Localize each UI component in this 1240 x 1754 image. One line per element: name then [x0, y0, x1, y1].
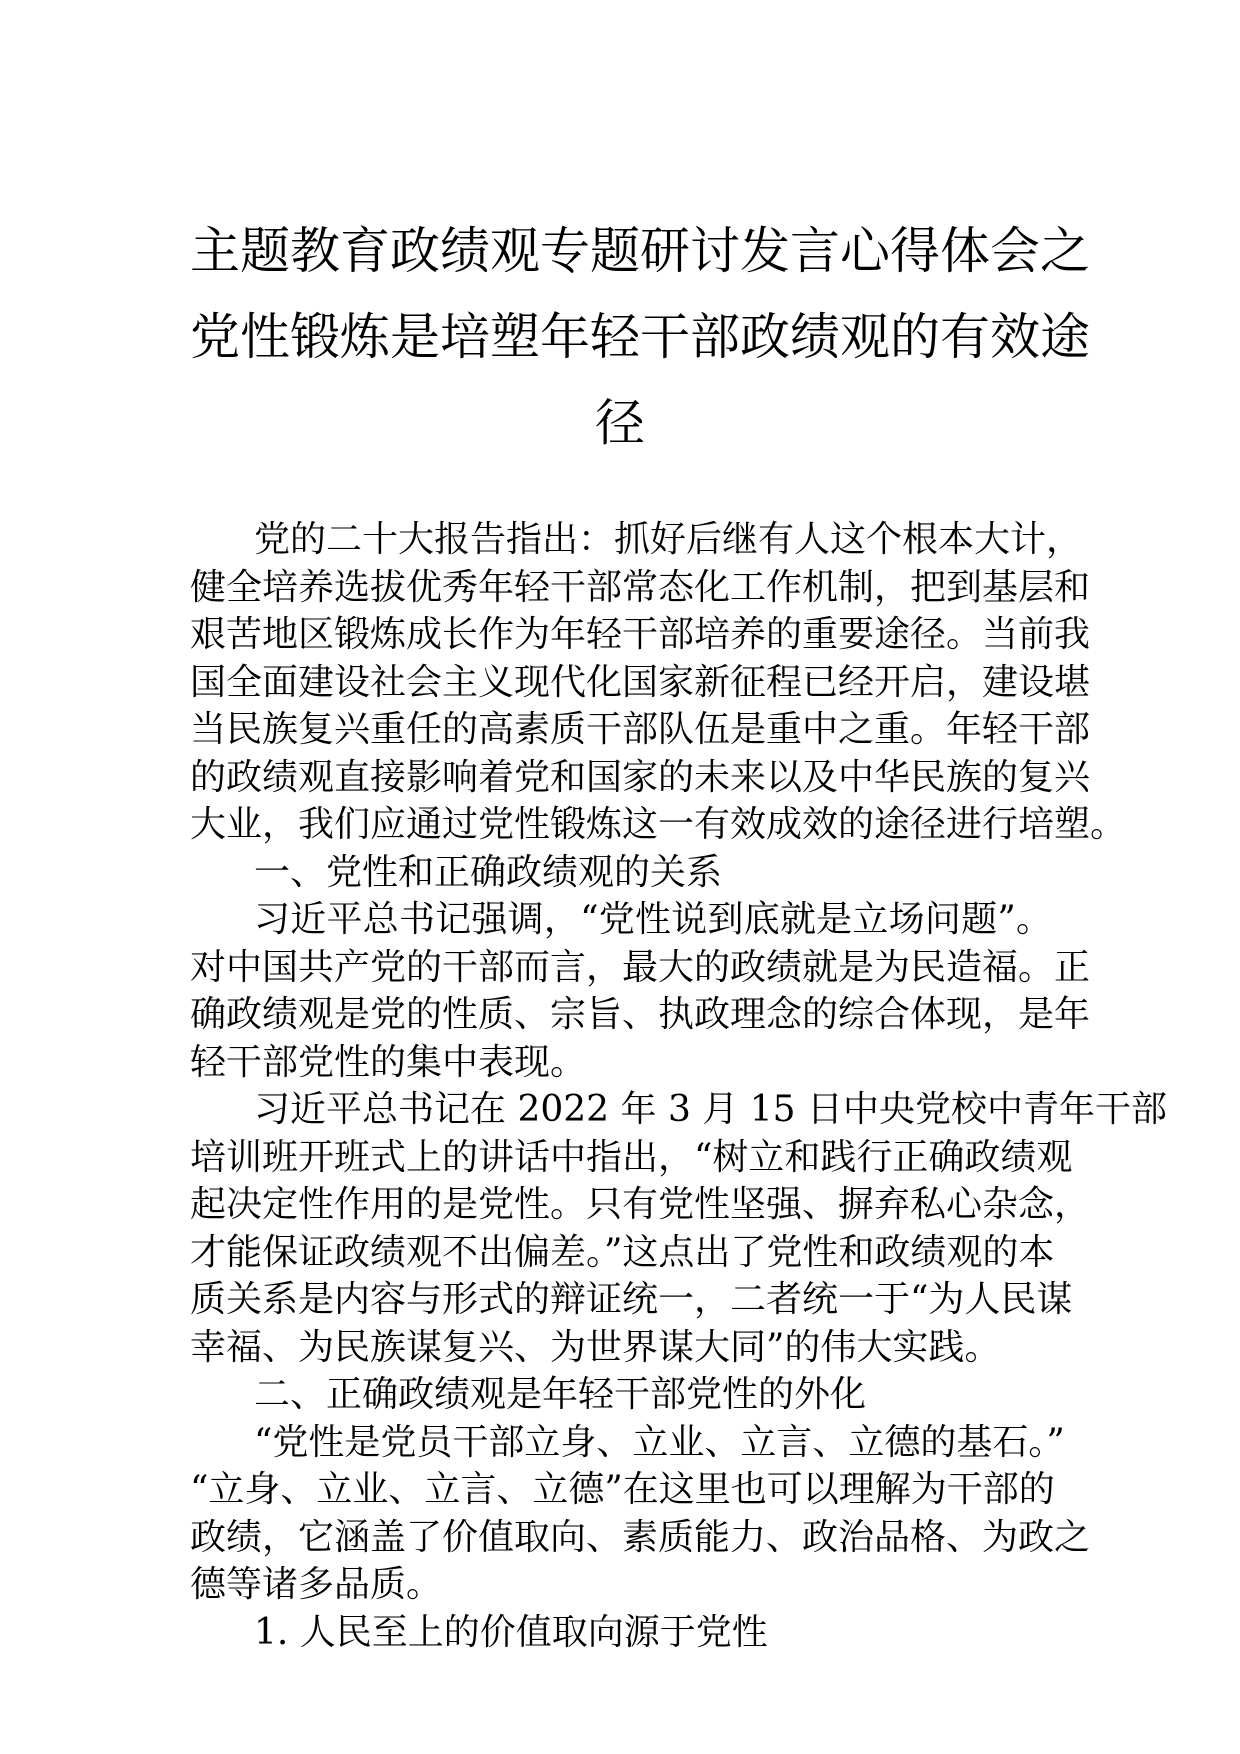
paragraph-cornerstone [190, 1419, 1091, 1609]
text-line: 培训班开班式上的讲话中指出，“树立和践行正确政绩观 [190, 1136, 1073, 1178]
heading-line: 1. 人民至上的价值取向源于党性 [254, 1611, 768, 1653]
text-line: 起决定性作用的是党性。只有党性坚强、摒弃私心杂念， [190, 1184, 1091, 1225]
text-line: 当民族复兴重任的高素质干部队伍是重中之重。年轻干部 [190, 709, 1091, 750]
paragraph-party-spirit [190, 896, 1091, 1086]
text-line: 幸福、为民族谋复兴、为世界谋大同”的伟大实践。 [190, 1326, 1001, 1368]
document-body [190, 516, 1167, 1656]
text-line: 轻干部党性的集中表现。 [190, 1041, 587, 1083]
text-line: 党的二十大报告指出：抓好后继有人这个根本大计， [254, 519, 1083, 560]
paragraph-speech [190, 1086, 1167, 1371]
text-line: 对中国共产党的干部而言，最大的政绩就是为民造福。正 [190, 946, 1091, 988]
text-line: 确政绩观是党的性质、宗旨、执政理念的综合体现，是年 [190, 994, 1091, 1035]
text-line: 大业，我们应通过党性锻炼这一有效成效的途径进行培塑。 [190, 804, 1127, 845]
heading-line: 一、党性和正确政绩观的关系 [254, 851, 723, 893]
heading-line: 二、正确政绩观是年轻干部党性的外化 [254, 1374, 867, 1415]
document-title [190, 208, 1090, 466]
title-line: 主题教育政绩观专题研讨发言心得体会之 [190, 222, 1090, 280]
text-line: “党性是党员干部立身、立业、立言、立德的基石。” [254, 1421, 1065, 1463]
text-line: 习近平总书记强调，“党性说到底就是立场问题”。 [254, 899, 1052, 940]
text-line: 德等诸多品质。 [190, 1564, 443, 1605]
section-heading-1 [190, 849, 1052, 897]
text-line: 习近平总书记在 2022 年 3 月 15 日中央党校中青年干部 [254, 1089, 1167, 1130]
subsection-heading-1 [190, 1609, 1052, 1657]
text-line: 政绩，它涵盖了价值取向、素质能力、政治品格、为政之 [190, 1516, 1091, 1558]
text-line: “立身、立业、立言、立德”在这里也可以理解为干部的 [190, 1469, 1055, 1510]
text-line: 国全面建设社会主义现代化国家新征程已经开启，建设堪 [190, 661, 1091, 703]
text-line: 才能保证政绩观不出偏差。”这点出了党性和政绩观的本 [190, 1231, 1055, 1273]
text-line: 健全培养选拔优秀年轻干部常态化工作机制，把到基层和 [190, 566, 1091, 608]
paragraph-intro [190, 516, 1127, 849]
title-line: 径 [595, 394, 645, 452]
text-line: 艰苦地区锻炼成长作为年轻干部培养的重要途径。当前我 [190, 614, 1091, 655]
title-line: 党性锻炼是培塑年轻干部政绩观的有效途 [190, 308, 1090, 366]
text-line: 质关系是内容与形式的辩证统一，二者统一于“为人民谋 [190, 1279, 1073, 1320]
section-heading-2 [190, 1371, 1052, 1419]
text-line: 的政绩观直接影响着党和国家的未来以及中华民族的复兴 [190, 756, 1091, 798]
